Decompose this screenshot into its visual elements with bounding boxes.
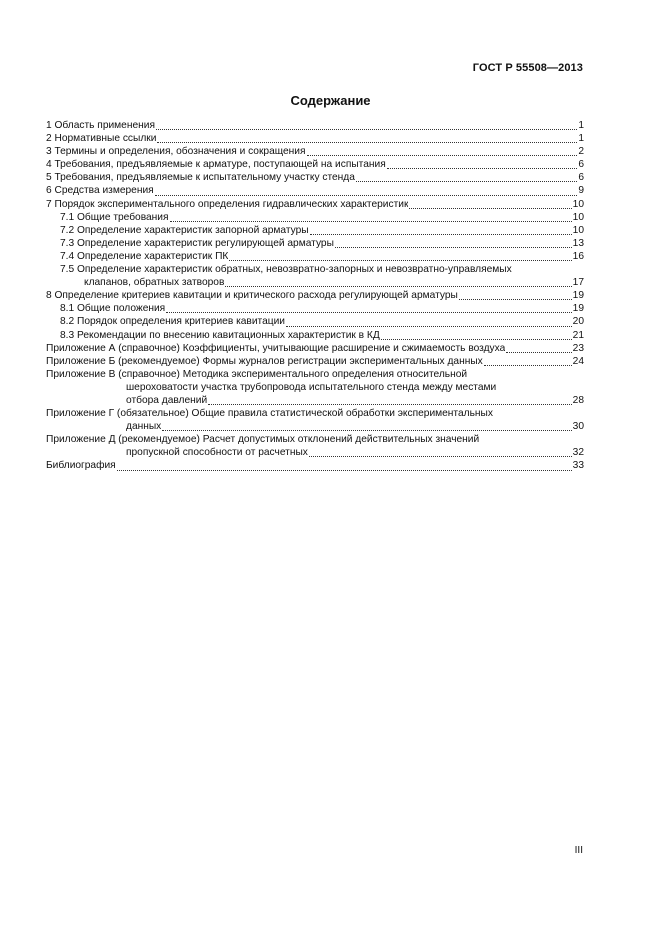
toc-entry-page: 28	[572, 394, 584, 406]
toc-entry[interactable]	[46, 211, 584, 224]
dot-leader	[117, 470, 572, 471]
toc-entry[interactable]	[46, 145, 584, 158]
toc-entry-page: 19	[572, 290, 584, 302]
toc-entry-text: 5 Требования, предъявляемые к испытательному участку стенда	[46, 172, 355, 184]
toc-entry[interactable]	[46, 394, 584, 407]
toc-entry-text: 4 Требования, предъявляемые к арматуре, поступающей на испытания	[46, 159, 386, 171]
dot-leader	[157, 142, 577, 143]
dot-leader	[162, 430, 571, 431]
toc-entry[interactable]	[46, 158, 584, 171]
toc-entry[interactable]	[46, 263, 584, 276]
toc-entry-page: 17	[572, 277, 584, 289]
toc-entry-page: 21	[572, 329, 584, 341]
toc-entry-text: Приложение Б (рекомендуемое) Формы журналов регистрации экспериментальных данных	[46, 355, 483, 367]
toc-entry-text: клапанов, обратных затворов	[84, 277, 225, 289]
toc-entry-text: данных	[126, 421, 162, 433]
toc-entry-page: 10	[572, 211, 584, 223]
dot-leader	[335, 247, 572, 248]
dot-leader	[506, 352, 571, 353]
toc-entry-text: 3 Термины и определения, обозначения и сокращения	[46, 146, 306, 158]
toc-entry-page: 1	[578, 133, 584, 145]
dot-leader	[156, 129, 577, 130]
toc-entry[interactable]	[46, 119, 584, 132]
dot-leader	[309, 456, 572, 457]
toc-entry[interactable]	[46, 315, 584, 328]
dot-leader	[155, 195, 578, 196]
toc-entry[interactable]	[46, 302, 584, 315]
toc-entry-text: 8.1 Общие положения	[60, 303, 166, 315]
toc-entry[interactable]	[46, 250, 584, 263]
dot-leader	[307, 155, 578, 156]
toc-entry[interactable]	[46, 407, 584, 420]
toc-entry-page: 19	[572, 303, 584, 315]
toc-entry[interactable]	[46, 276, 584, 289]
dot-leader	[170, 221, 572, 222]
dot-leader	[381, 339, 572, 340]
dot-leader	[166, 312, 571, 313]
dot-leader	[387, 168, 578, 169]
toc-entry[interactable]	[46, 355, 584, 368]
toc-entry-page: 33	[572, 460, 584, 472]
toc-entry-text: 7.3 Определение характеристик регулирующей арматуры	[60, 237, 334, 249]
dot-leader	[229, 260, 571, 261]
toc-entry-text: 7.1 Общие требования	[60, 211, 169, 223]
toc-entry-text: 8.2 Порядок определения критериев кавитации	[60, 316, 285, 328]
toc-entry-page: 23	[572, 342, 584, 354]
toc-entry-text: 7.2 Определение характеристик запорной арматуры	[60, 224, 309, 236]
toc-entry-text: отбора давлений	[126, 394, 208, 406]
dot-leader	[310, 234, 572, 235]
toc-entry[interactable]	[46, 342, 584, 355]
toc-entry[interactable]	[46, 289, 584, 302]
dot-leader	[225, 286, 571, 287]
toc-entry-page: 24	[572, 355, 584, 367]
dot-leader	[286, 326, 572, 327]
toc-entry-text: 7.5 Определение характеристик обратных, невозвратно-запорных и невозвратно-управляемых	[60, 264, 512, 276]
toc-entry-page: 10	[572, 198, 584, 210]
toc-entry-text: 2 Нормативные ссылки	[46, 133, 157, 145]
table-of-contents	[46, 119, 584, 473]
toc-entry-text: 7.4 Определение характеристик ПК	[60, 250, 229, 262]
toc-entry-text: Приложение А (справочное) Коэффициенты, учитывающие расширение и сжимаемость воздуха	[46, 342, 506, 354]
toc-entry[interactable]	[46, 224, 584, 237]
toc-entry-page: 30	[572, 421, 584, 433]
toc-entry-page: 2	[578, 146, 584, 158]
toc-entry[interactable]	[46, 198, 584, 211]
toc-entry-page: 32	[572, 447, 584, 459]
toc-entry-page: 16	[572, 250, 584, 262]
toc-entry-page: 6	[578, 172, 584, 184]
toc-entry-text: 6 Средства измерения	[46, 185, 154, 197]
toc-entry-page: 20	[572, 316, 584, 328]
toc-entry[interactable]	[46, 433, 584, 446]
toc-entry-text: 8 Определение критериев кавитации и критического расхода регулирующей арматуры	[46, 290, 458, 302]
toc-entry[interactable]	[46, 420, 584, 433]
dot-leader	[409, 208, 571, 209]
toc-entry-text: Приложение Г (обязательное) Общие правила статистической обработки экспериментальных	[46, 408, 493, 420]
toc-entry[interactable]	[46, 459, 584, 472]
toc-entry[interactable]	[46, 237, 584, 250]
toc-entry[interactable]	[46, 446, 584, 459]
toc-entry[interactable]	[46, 132, 584, 145]
toc-entry[interactable]	[46, 171, 584, 184]
toc-entry-text: 8.3 Рекомендации по внесению кавитационных характеристик в КД	[60, 329, 380, 341]
dot-leader	[208, 404, 571, 405]
toc-entry[interactable]	[46, 184, 584, 197]
page-number: III	[574, 845, 583, 856]
toc-entry-page: 9	[578, 185, 584, 197]
toc-entry[interactable]	[46, 381, 584, 394]
toc-entry-text: 7 Порядок экспериментального определения гидравлических характеристик	[46, 198, 409, 210]
toc-entry-text: пропускной способности от расчетных	[126, 447, 308, 459]
page-title: Содержание	[290, 93, 371, 108]
toc-entry-text: шероховатости участка трубопровода испытательного стенда между местами	[126, 381, 497, 393]
toc-entry-text: Приложение Д (рекомендуемое) Расчет допустимых отклонений действительных значений	[46, 434, 480, 446]
toc-entry[interactable]	[46, 329, 584, 342]
toc-entry-page: 13	[572, 237, 584, 249]
standard-designation: ГОСТ Р 55508—2013	[472, 62, 583, 74]
toc-entry-page: 10	[572, 224, 584, 236]
toc-entry-page: 6	[578, 159, 584, 171]
dot-leader	[459, 299, 572, 300]
toc-entry[interactable]	[46, 368, 584, 381]
toc-entry-text: Приложение В (справочное) Методика экспериментального определения относительной	[46, 368, 468, 380]
toc-entry-text: Библиография	[46, 460, 116, 472]
dot-leader	[484, 365, 572, 366]
toc-entry-page: 1	[578, 120, 584, 131]
toc-entry-text: 1 Область применения	[46, 120, 155, 131]
dot-leader	[356, 181, 577, 182]
